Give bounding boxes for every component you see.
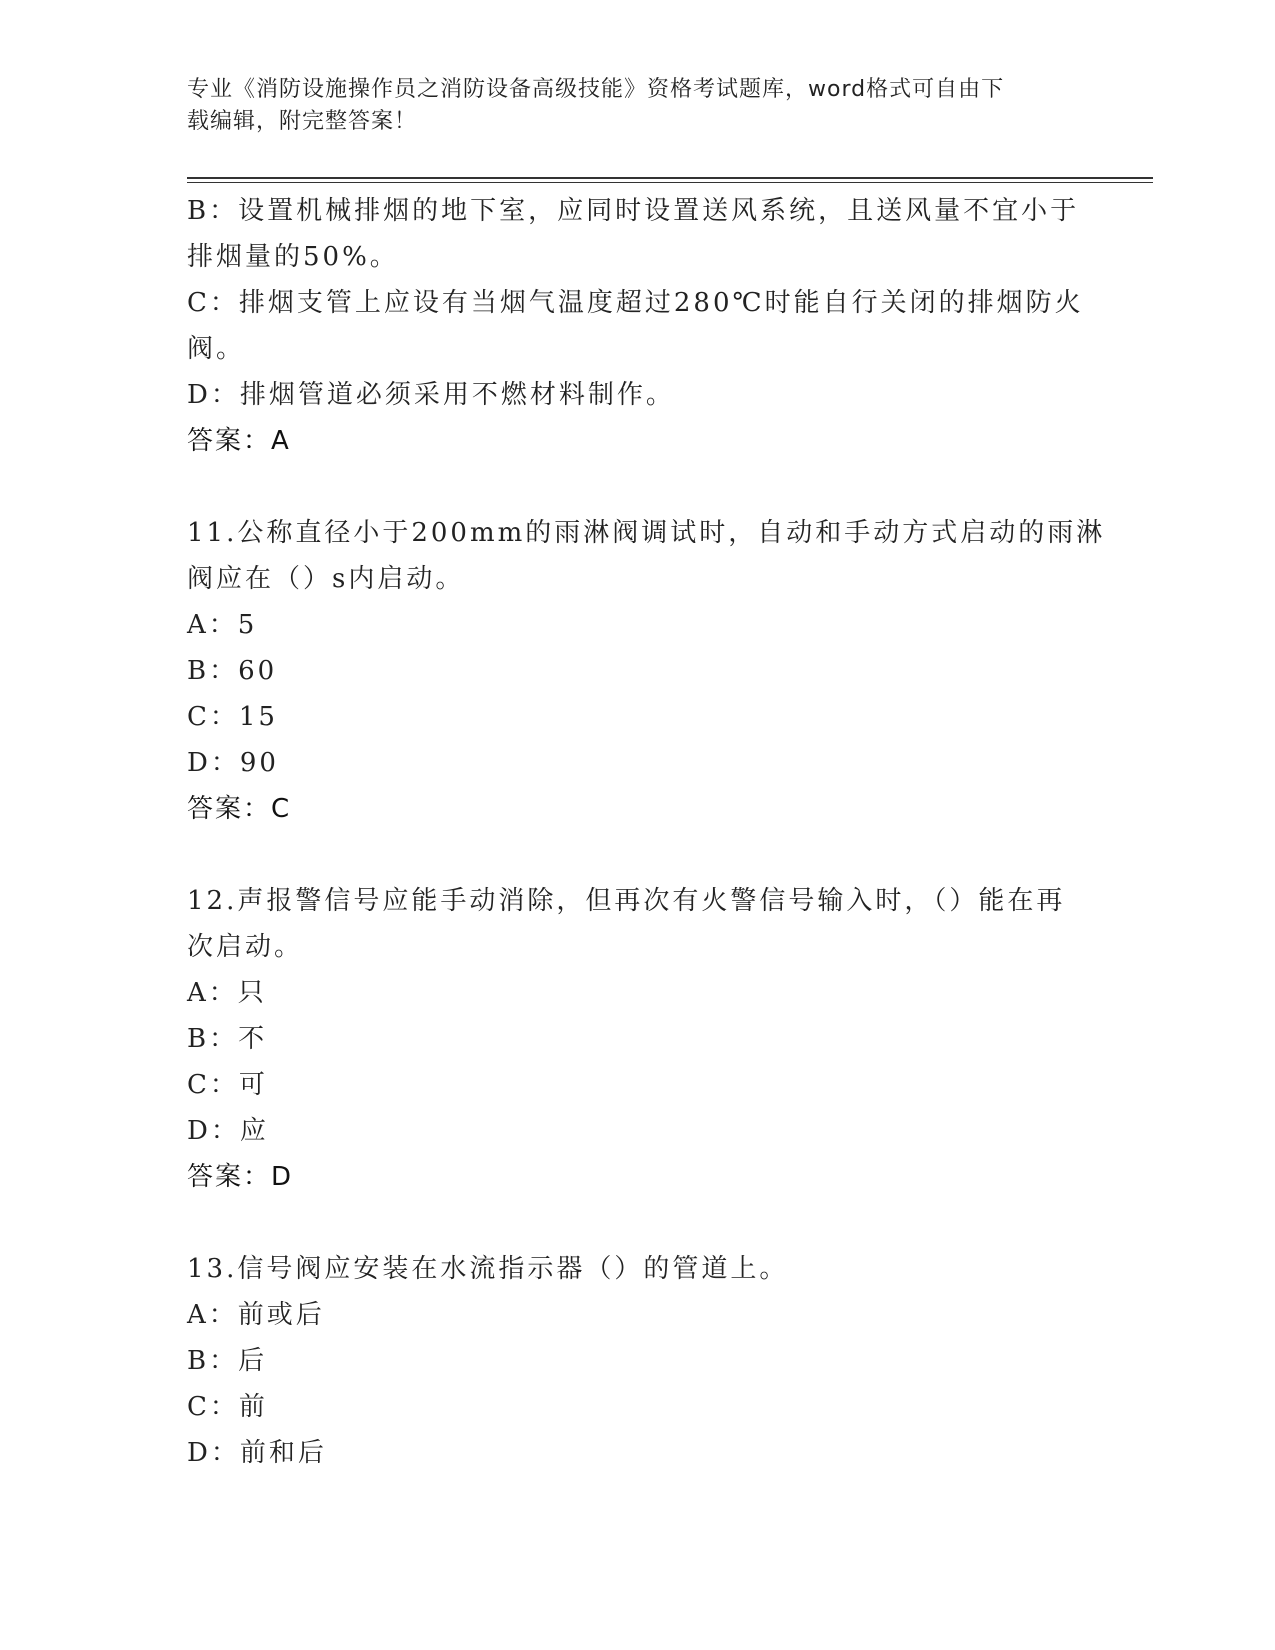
option-d: D：应 — [187, 1116, 269, 1146]
header-divider-thin — [187, 182, 1153, 183]
option-c: C：前 — [187, 1392, 268, 1422]
question-spacer — [187, 464, 1077, 510]
question-stem: 11.公称直径小于200mm的雨淋阀调试时，自动和手动方式启动的雨淋 — [187, 518, 1106, 548]
header-line-1: 专业《消防设施操作员之消防设备高级技能》资格考试题库，word格式可自由下 — [187, 77, 1005, 102]
option-c: C：可 — [187, 1070, 268, 1100]
option-b-continued: 排烟量的50%。 — [187, 242, 399, 272]
option-a: A：5 — [187, 610, 258, 640]
answer-label: 答案：C — [187, 794, 292, 824]
answer-label: 答案：A — [187, 426, 291, 456]
option-b: B：60 — [187, 656, 278, 686]
option-a: A：前或后 — [187, 1300, 325, 1330]
option-b: B：设置机械排烟的地下室，应同时设置送风系统，且送风量不宜小于 — [187, 196, 1080, 226]
option-b: B：不 — [187, 1024, 268, 1054]
question-prev — [187, 188, 1084, 464]
header-line-2: 载编辑，附完整答案！ — [187, 109, 418, 134]
question-12 — [187, 878, 1077, 1200]
question-stem-continued: 次启动。 — [187, 932, 304, 962]
question-13 — [187, 1246, 1077, 1476]
option-c: C：15 — [187, 702, 278, 732]
option-d: D：前和后 — [187, 1438, 327, 1468]
question-11 — [187, 510, 1106, 832]
question-stem-continued: 阀应在（）s内启动。 — [187, 564, 465, 594]
question-stem: 13.信号阀应安装在水流指示器（）的管道上。 — [187, 1254, 789, 1284]
header-divider-thick — [187, 177, 1153, 179]
option-c: C：排烟支管上应设有当烟气温度超过280℃时能自行关闭的排烟防火 — [187, 288, 1084, 318]
question-spacer — [187, 832, 1077, 878]
option-a: A：只 — [187, 978, 267, 1008]
option-c-continued: 阀。 — [187, 334, 246, 364]
question-spacer — [187, 1200, 1077, 1246]
question-stem: 12.声报警信号应能手动消除，但再次有火警信号输入时，（）能在再 — [187, 886, 1066, 916]
option-b: B：后 — [187, 1346, 268, 1376]
document-header — [187, 74, 1087, 138]
question-list — [187, 188, 1106, 1476]
option-d: D：排烟管道必须采用不燃材料制作。 — [187, 380, 675, 410]
option-d: D：90 — [187, 748, 279, 778]
answer-label: 答案：D — [187, 1162, 294, 1192]
